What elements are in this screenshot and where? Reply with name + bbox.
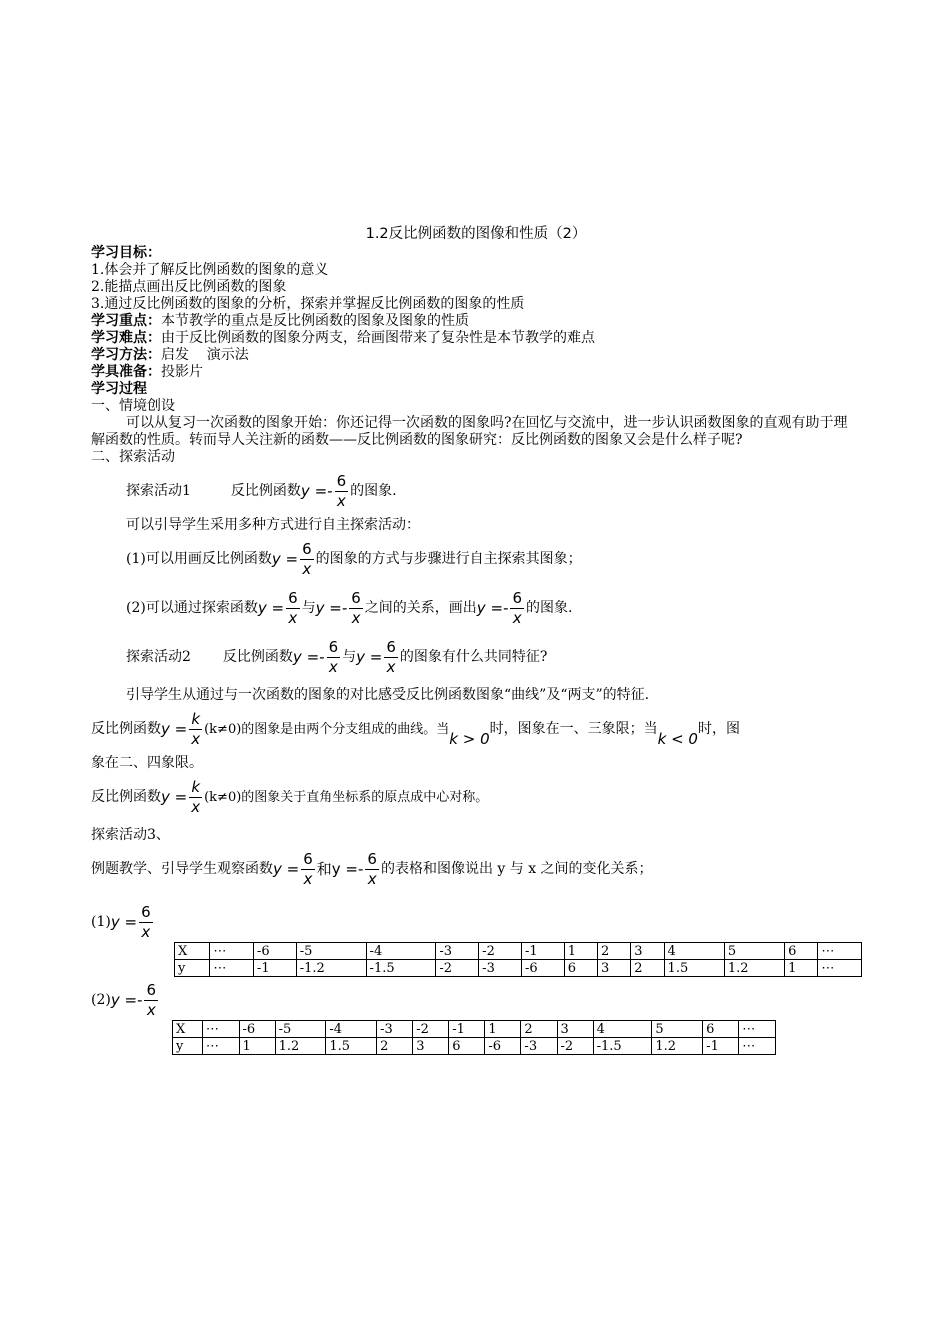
- table-cell: 1: [564, 943, 597, 960]
- table-cell: 2: [377, 1038, 413, 1055]
- row-header-cell: y: [173, 1038, 203, 1055]
- table-cell: -3: [521, 1038, 557, 1055]
- inequality: k < 0: [657, 730, 698, 748]
- row-header-cell: X: [175, 943, 210, 960]
- table-cell: -2: [436, 960, 479, 977]
- table-cell: -3: [377, 1021, 413, 1038]
- table-cell: ⋯: [739, 1038, 776, 1055]
- equation-y: y =: [271, 550, 299, 568]
- table-cell: -2: [413, 1021, 449, 1038]
- table-cell: -2: [479, 943, 522, 960]
- equation-y: y =-: [292, 648, 325, 666]
- table1-equation: (1) y = $\frac{6}{x}$: [91, 903, 151, 941]
- table-cell: ⋯: [202, 1021, 239, 1038]
- equation-y: y =-: [315, 599, 348, 617]
- document-page: [91, 226, 861, 1055]
- table-cell: 4: [664, 943, 724, 960]
- table-cell: 3: [557, 1021, 593, 1038]
- table-cell: 2: [631, 960, 664, 977]
- fraction: $\frac{k}{x}$: [191, 710, 201, 748]
- activity3-label: 探索活动3、: [91, 827, 170, 843]
- table-cell: 3: [631, 943, 664, 960]
- table-cell: -4: [326, 1021, 377, 1038]
- table-row: [175, 960, 862, 977]
- fraction: $\frac{6}{x}$: [303, 850, 313, 888]
- goal-item: 1.体会并了解反比例函数的图象的意义: [91, 262, 329, 278]
- guide2-line: 引导学生从通过与一次函数的图象的对比感受反比例函数图象“曲线”及“两支”的特征.: [126, 687, 650, 703]
- table-cell: 1.2: [724, 960, 784, 977]
- property2-line: 反比例函数 y = $\frac{k}{x}$ (k≠0)的图象关于直角坐标系的原点成中心对称。: [91, 778, 489, 816]
- equation-y: y =: [273, 860, 300, 878]
- table-cell: -5: [275, 1021, 326, 1038]
- table-cell: -1.5: [366, 960, 436, 977]
- table-cell: -1: [521, 943, 564, 960]
- equation-y: y =: [257, 599, 285, 617]
- table-cell: 1.2: [275, 1038, 326, 1055]
- item2-line: (2)可以通过探索函数 y = $\frac{6}{x}$ 与 y =- $\frac{6}{x}$ 之间的关系，画出 y =- $\frac{6}{x}$ 的图象.: [126, 589, 573, 627]
- table-cell: -3: [479, 960, 522, 977]
- equation-y: y =: [356, 648, 383, 666]
- table-cell: 2: [598, 943, 631, 960]
- example-line: 例题教学、引导学生观察函数 y = $\frac{6}{x}$ 和y =- $\frac{6}{x}$ 的表格和图像说出 y 与 x 之间的变化关系；: [91, 850, 653, 888]
- table-row: [175, 943, 862, 960]
- fraction: $\frac{k}{x}$: [191, 778, 201, 816]
- table-cell: -3: [436, 943, 479, 960]
- equation-y: y =-: [476, 599, 509, 617]
- table2-equation: (2) y =- $\frac{6}{x}$: [91, 981, 157, 1019]
- method-line: 学习方法：启发 演示法: [91, 347, 249, 363]
- table-cell: 6: [564, 960, 597, 977]
- equation-y: y =: [161, 788, 188, 806]
- table-cell: 1.2: [652, 1038, 703, 1055]
- fraction: $\frac{6}{x}$: [512, 589, 522, 627]
- tools-line: 学具准备：投影片: [91, 364, 203, 380]
- activity1-line: 探索活动1 反比例函数 y =- $\frac{6}{x}$ 的图象.: [126, 472, 397, 510]
- section1-heading: 一、情境创设: [91, 398, 175, 414]
- activity2-line: 探索活动2 反比例函数 y =- $\frac{6}{x}$ 与 y = $\frac{6}{x}$ 的图象有什么共同特征?: [126, 638, 548, 676]
- equation-y: y =: [161, 720, 188, 738]
- table-cell: -1: [449, 1021, 485, 1038]
- table-cell: -6: [239, 1021, 275, 1038]
- table-cell: 6: [785, 943, 818, 960]
- table-cell: 3: [413, 1038, 449, 1055]
- fraction: $\frac{6}{x}$: [328, 638, 339, 676]
- table-cell: ⋯: [210, 960, 254, 977]
- property1-continued: 象在二、四象限。: [91, 755, 203, 771]
- row-header-cell: X: [173, 1021, 203, 1038]
- fraction: $\frac{6}{x}$: [302, 540, 312, 578]
- equation-y: y =-: [300, 482, 333, 500]
- value-table-1: [174, 942, 862, 977]
- table-cell: 5: [652, 1021, 703, 1038]
- section2-heading: 二、探索活动: [91, 449, 175, 465]
- table-cell: 6: [449, 1038, 485, 1055]
- goal-item: 2.能描点画出反比例函数的图象: [91, 279, 287, 295]
- table-row: [173, 1021, 776, 1038]
- table-cell: -2: [557, 1038, 593, 1055]
- table-cell: 1.5: [664, 960, 724, 977]
- table-cell: ⋯: [818, 960, 862, 977]
- equation-y: y =: [110, 913, 138, 931]
- guide-line: 可以引导学生采用多种方式进行自主探索活动：: [126, 517, 420, 533]
- table-cell: ⋯: [739, 1021, 776, 1038]
- table-cell: 4: [593, 1021, 652, 1038]
- table-cell: -6: [521, 960, 564, 977]
- table-cell: 1.5: [326, 1038, 377, 1055]
- equation-y: y =-: [110, 991, 143, 1009]
- goal-item: 3.通过反比例函数的图象的分析，探索并掌握反比例函数的图象的性质: [91, 296, 525, 312]
- section1-paragraph: 可以从复习一次函数的图象开始：你还记得一次函数的图象吗?在回忆与交流中，进一步认识函数图象的直观有助于理解函数的性质。转而导人关注新的函数——反比例函数的图象研究：反比例函数的图象又会是什么样子呢?: [91, 415, 848, 448]
- value-table-2: [172, 1020, 776, 1055]
- row-header-cell: y: [175, 960, 210, 977]
- fraction: $\frac{6}{x}$: [288, 589, 298, 627]
- difficulty-point: 学习难点：由于反比例函数的图象分两支，给画图带来了复杂性是本节教学的难点: [91, 330, 595, 346]
- fraction: $\frac{6}{x}$: [351, 589, 361, 627]
- process-heading: 学习过程: [91, 381, 147, 397]
- table-cell: -6: [485, 1038, 521, 1055]
- fraction: $\frac{6}{x}$: [146, 981, 157, 1019]
- table-cell: -4: [366, 943, 436, 960]
- table-cell: -6: [253, 943, 296, 960]
- table-cell: -1: [253, 960, 296, 977]
- table-cell: -1.2: [296, 960, 366, 977]
- fraction: $\frac{6}{x}$: [386, 638, 396, 676]
- table-cell: 6: [703, 1021, 739, 1038]
- document-title: 1.2反比例函数的图像和性质（2）: [365, 226, 587, 242]
- table-cell: -5: [296, 943, 366, 960]
- key-point: 学习重点：本节教学的重点是反比例函数的图象及图象的性质: [91, 313, 469, 329]
- table-cell: -1: [703, 1038, 739, 1055]
- table-cell: 3: [598, 960, 631, 977]
- table-cell: 5: [724, 943, 784, 960]
- goals-heading: 学习目标：: [91, 245, 161, 261]
- table-cell: ⋯: [210, 943, 254, 960]
- item1-line: (1)可以用画反比例函数 y = $\frac{6}{x}$ 的图象的方式与步骤进行自主探索其图象；: [126, 540, 582, 578]
- table-cell: ⋯: [818, 943, 862, 960]
- table-cell: 1: [785, 960, 818, 977]
- fraction: $\frac{6}{x}$: [141, 903, 151, 941]
- table-cell: ⋯: [202, 1038, 239, 1055]
- table-cell: 2: [521, 1021, 557, 1038]
- table-cell: 1: [485, 1021, 521, 1038]
- property1-line: 反比例函数 y = $\frac{k}{x}$ (k≠0)的图象是由两个分支组成的曲线。当 k > 0 时，图象在一、三象限；当 k < 0 时，图: [91, 710, 740, 748]
- fraction: $\frac{6}{x}$: [336, 472, 347, 510]
- table-cell: -1.5: [593, 1038, 652, 1055]
- fraction: $\frac{6}{x}$: [367, 850, 377, 888]
- table-cell: 1: [239, 1038, 275, 1055]
- table-row: [173, 1038, 776, 1055]
- inequality: k > 0: [449, 730, 490, 748]
